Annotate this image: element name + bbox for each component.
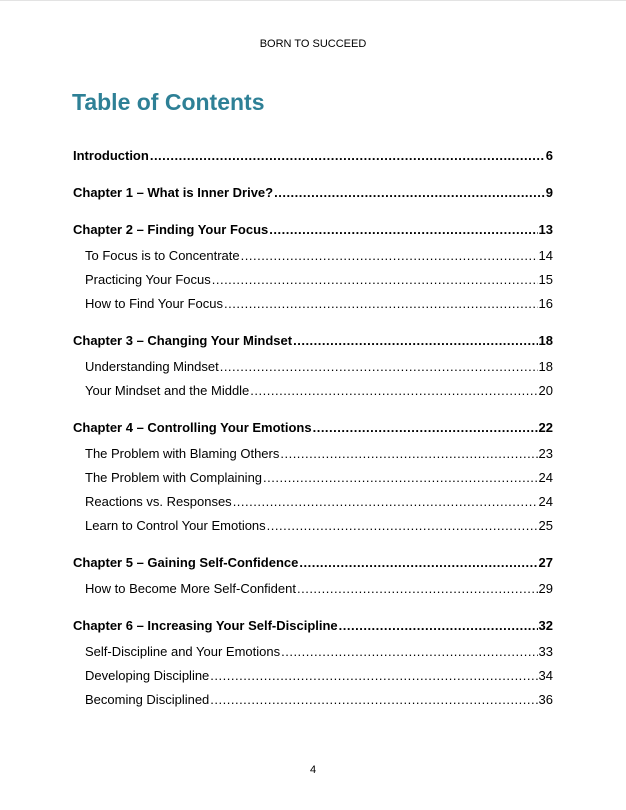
toc-entry-label: Understanding Mindset [85, 359, 219, 374]
toc-entry-page: 9 [545, 185, 553, 200]
dot-leader [274, 181, 545, 205]
toc-section-entry[interactable] [73, 379, 553, 403]
dot-leader [220, 355, 538, 379]
toc-entry-page: 20 [538, 383, 553, 398]
toc-entry-page: 36 [538, 692, 553, 707]
dot-leader [212, 268, 538, 292]
toc-entry-page: 22 [538, 420, 553, 435]
toc-entry-label: The Problem with Complaining [85, 470, 263, 485]
toc-chapter-entry[interactable] [73, 144, 553, 168]
toc-entry-label: Chapter 4 – Controlling Your Emotions [73, 420, 312, 435]
running-header: BORN TO SUCCEED [259, 38, 367, 50]
toc-chapter-entry[interactable] [73, 218, 553, 242]
toc-entry-label: Practicing Your Focus [85, 272, 211, 287]
toc-chapter-entry[interactable] [73, 181, 553, 205]
toc-section-entry[interactable] [73, 640, 553, 664]
dot-leader [339, 614, 538, 638]
toc-entry-page: 29 [538, 581, 553, 596]
toc-entry-page: 15 [538, 272, 553, 287]
dot-leader [299, 551, 537, 575]
toc-entry-label: Reactions vs. Responses [85, 494, 232, 509]
toc-entry-page: 13 [538, 222, 553, 237]
toc-section-entry[interactable] [73, 577, 553, 601]
toc-entry-page: 14 [538, 248, 553, 263]
toc-entry-label: Chapter 3 – Changing Your Mindset [73, 333, 293, 348]
toc-entry-page: 18 [538, 359, 553, 374]
page-border [0, 0, 626, 1]
table-of-contents [73, 144, 553, 712]
toc-entry-label: Chapter 1 – What is Inner Drive? [73, 185, 274, 200]
dot-leader [297, 577, 538, 601]
toc-entry-label: To Focus is to Concentrate [85, 248, 240, 263]
dot-leader [267, 514, 538, 538]
toc-entry-page: 32 [538, 618, 553, 633]
toc-entry-label: The Problem with Blaming Others [85, 446, 280, 461]
toc-section-entry[interactable] [73, 292, 553, 316]
toc-entry-label: Learn to Control Your Emotions [85, 518, 266, 533]
toc-section-entry[interactable] [73, 244, 553, 268]
toc-entry-label: Chapter 2 – Finding Your Focus [73, 222, 269, 237]
dot-leader [269, 218, 537, 242]
page-title: Table of Contents [72, 89, 265, 115]
dot-leader [210, 688, 537, 712]
toc-section-entry[interactable] [73, 466, 553, 490]
toc-section-entry[interactable] [73, 442, 553, 466]
toc-entry-page: 23 [538, 446, 553, 461]
toc-entry-page: 18 [538, 333, 553, 348]
toc-entry-label: Introduction [73, 148, 149, 163]
dot-leader [150, 144, 545, 168]
toc-chapter-entry[interactable] [73, 614, 553, 638]
dot-leader [224, 292, 538, 316]
dot-leader [233, 490, 538, 514]
dot-leader [313, 416, 538, 440]
toc-entry-page: 24 [538, 494, 553, 509]
toc-section-entry[interactable] [73, 664, 553, 688]
toc-entry-label: Chapter 6 – Increasing Your Self-Discipline [73, 618, 338, 633]
toc-entry-label: Your Mindset and the Middle [85, 383, 250, 398]
toc-chapter-entry[interactable] [73, 551, 553, 575]
dot-leader [250, 379, 537, 403]
dot-leader [210, 664, 537, 688]
toc-section-entry[interactable] [73, 490, 553, 514]
toc-entry-label: Developing Discipline [85, 668, 210, 683]
dot-leader [263, 466, 538, 490]
toc-entry-label: How to Find Your Focus [85, 296, 224, 311]
toc-section-entry[interactable] [73, 514, 553, 538]
toc-entry-label: Self-Discipline and Your Emotions [85, 644, 281, 659]
toc-entry-page: 6 [545, 148, 553, 163]
dot-leader [280, 442, 537, 466]
toc-entry-page: 16 [538, 296, 553, 311]
toc-section-entry[interactable] [73, 268, 553, 292]
page-number: 4 [309, 764, 317, 776]
toc-entry-page: 25 [538, 518, 553, 533]
toc-entry-label: How to Become More Self-Confident [85, 581, 296, 596]
dot-leader [241, 244, 538, 268]
toc-entry-page: 34 [538, 668, 553, 683]
toc-entry-page: 27 [538, 555, 553, 570]
toc-chapter-entry[interactable] [73, 329, 553, 353]
toc-entry-label: Chapter 5 – Gaining Self-Confidence [73, 555, 299, 570]
toc-chapter-entry[interactable] [73, 416, 553, 440]
toc-section-entry[interactable] [73, 688, 553, 712]
dot-leader [293, 329, 537, 353]
toc-section-entry[interactable] [73, 355, 553, 379]
toc-entry-page: 24 [538, 470, 553, 485]
toc-entry-label: Becoming Disciplined [85, 692, 210, 707]
toc-entry-page: 33 [538, 644, 553, 659]
dot-leader [281, 640, 537, 664]
